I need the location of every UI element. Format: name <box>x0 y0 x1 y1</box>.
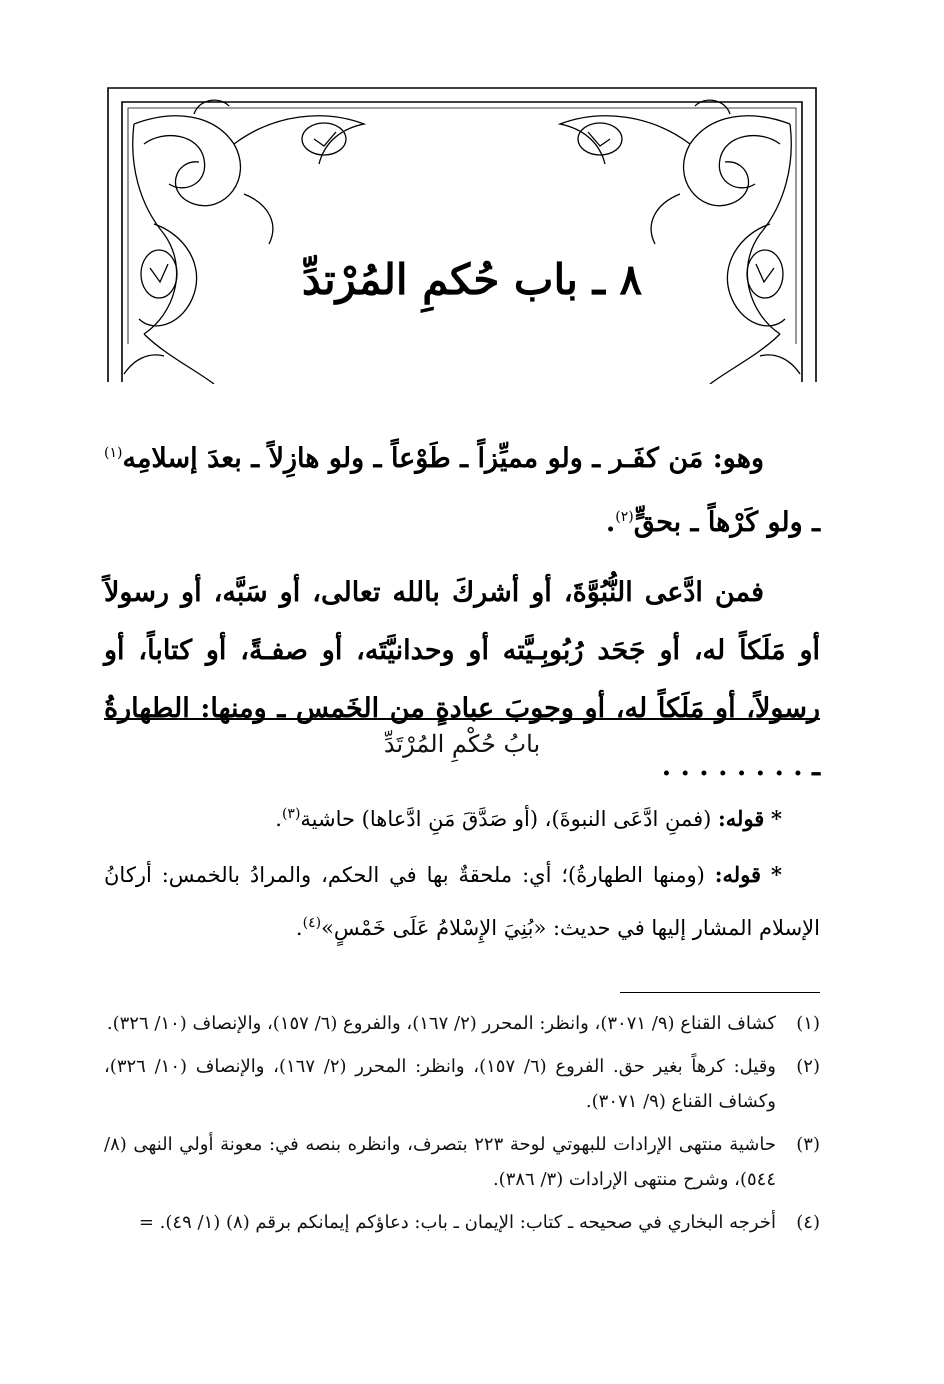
right-arabesque <box>560 100 800 384</box>
footnote-number: (٢) <box>796 1056 820 1077</box>
footnote-number: (١) <box>796 1013 820 1034</box>
sharh-heading: بابُ حُكْمِ المُرْتَدِّ <box>383 730 541 758</box>
sharh-note-1-text: (فمنِ ادَّعَى النبوةَ)، (أو صَدَّقَ مَنِ ادَّعاها) حاشية <box>300 807 719 831</box>
ornamental-frame <box>104 84 820 384</box>
footnote-text: وقيل: كرهاً بغير حق. الفروع (٦/ ١٥٧)، وانظر: المحرر (٢/ ١٦٧)، والإنصاف (١٠/ ٣٢٦)، وكشاف القناع (٩/ ٣٠٧١). <box>104 1056 777 1112</box>
footnote-number: (٤) <box>796 1212 820 1233</box>
sharh-note-2-text: (ومنها الطهارةُ)؛ أي: ملحقةٌ بها في الحكم، والمرادُ بالخمس: أركانُ الإسلام المشار إليها في حديث: «بُنِيَ الإِسْلامُ عَلَى خَمْسٍ» <box>104 863 820 940</box>
matn-p1-part-a: وهو: مَن كفَـر ـ ولو مميِّزاً ـ طَوْعاً ـ ولو هازِلاً ـ بعدَ إسلامِه <box>122 443 764 474</box>
sharh-note-1 <box>104 790 820 843</box>
matn-p1-part-b: ـ ولو كَرْهاً ـ بحقٍّ <box>633 507 820 538</box>
matn-p1-end: . <box>605 507 616 538</box>
main-divider <box>104 718 820 720</box>
sharh-note-1-label: قوله: <box>718 806 765 831</box>
footnote-ref-4[interactable]: (٤) <box>302 915 322 931</box>
sharh-note-1-end: . <box>275 807 282 831</box>
footnote-divider <box>620 992 820 993</box>
footnote-text: أخرجه البخاري في صحيحه ـ كتاب: الإيمان ـ باب: دعاؤكم إيمانكم برقم (٨) (١/ ٤٩). = <box>138 1212 776 1233</box>
footnote-number: (٣) <box>796 1134 820 1155</box>
footnote-2 <box>104 1049 820 1119</box>
footnote-4 <box>104 1205 820 1240</box>
star-icon: * <box>771 862 782 887</box>
footnote-ref-2[interactable]: (٢) <box>615 509 634 525</box>
sharh-note-2-end: . <box>295 916 303 940</box>
footnote-3 <box>104 1127 820 1197</box>
footnotes <box>104 1006 820 1248</box>
footnote-text: كشاف القناع (٩/ ٣٠٧١)، وانظر: المحرر (٢/ ١٦٧)، والفروع (٦/ ١٥٧)، والإنصاف (١٠/ ٣٢٦). <box>106 1013 776 1034</box>
matn-paragraph-1 <box>104 424 820 552</box>
star-icon: * <box>771 806 782 831</box>
footnote-1 <box>104 1006 820 1041</box>
left-arabesque <box>124 100 364 384</box>
footnote-ref-3[interactable]: (٣) <box>281 806 301 822</box>
footnote-ref-1[interactable]: (١) <box>104 445 123 461</box>
matn-paragraph-2: فمن ادَّعى النُّبُوَّةَ، أو أشركَ بالله تعالى، أو سَبَّه، أو رسولاً أو مَلَكاً له، أو جَحَد رُبُوبِـيَّته أو وحدانيَّتَه، أو صفـةً، أو كتاباً، أو رسولاً، أو مَلَكاً له، أو وجوبَ عبادةٍ من الخَمس ـ ومنها: الطهارةُ ـ . . . . . . . . <box>104 577 820 782</box>
sharh-text <box>104 790 820 952</box>
sharh-note-2-label: قوله: <box>714 862 762 887</box>
sharh-note-2 <box>104 851 820 952</box>
chapter-title: ٨ ـ باب حُكمِ المُرْتدِّ <box>301 255 643 304</box>
footnote-text: حاشية منتهى الإرادات للبهوتي لوحة ٢٢٣ بتصرف، وانظره بنصه في: معونة أولي النهى (٨/ ٥٤٤)، وشرح منتهى الإرادات (٣/ ٣٨٦). <box>104 1134 776 1190</box>
